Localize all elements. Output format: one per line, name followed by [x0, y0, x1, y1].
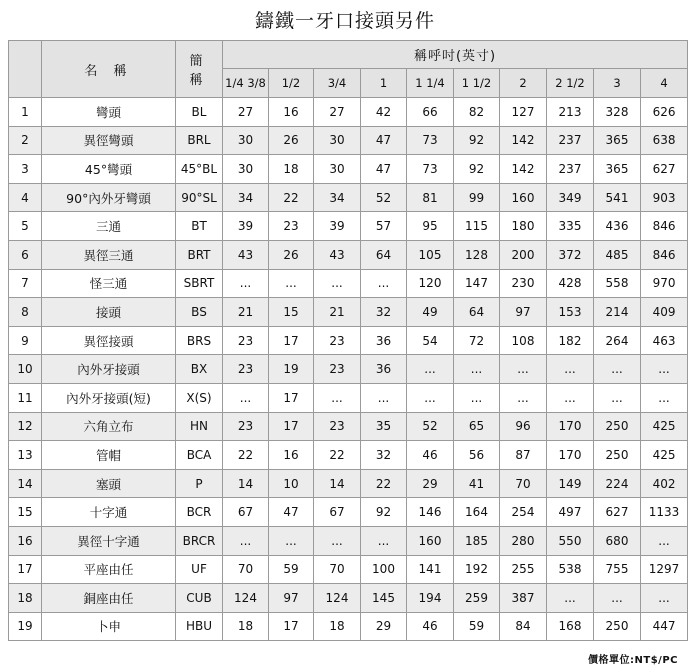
row-code: BL: [176, 98, 223, 127]
price-cell: 52: [361, 183, 407, 212]
row-number: 11: [9, 383, 42, 412]
row-number: 5: [9, 212, 42, 241]
price-cell: 59: [269, 555, 314, 584]
price-cell: 463: [641, 326, 688, 355]
table-row: [9, 383, 688, 412]
price-cell: 64: [361, 240, 407, 269]
price-cell: 425: [641, 412, 688, 441]
price-cell: 59: [454, 612, 500, 641]
price-cell: 15: [269, 298, 314, 327]
price-cell: 365: [594, 155, 641, 184]
price-cell: 30: [314, 155, 361, 184]
row-name: 平座由任: [42, 555, 176, 584]
price-cell: 108: [500, 326, 547, 355]
price-cell: 192: [454, 555, 500, 584]
price-cell: 146: [407, 498, 454, 527]
price-cell: 428: [547, 269, 594, 298]
price-cell: 846: [641, 240, 688, 269]
price-cell: 17: [269, 412, 314, 441]
price-cell: 92: [361, 498, 407, 527]
price-cell: ...: [641, 383, 688, 412]
price-cell: 27: [314, 98, 361, 127]
row-code: BX: [176, 355, 223, 384]
price-cell: 230: [500, 269, 547, 298]
row-name: 十字通: [42, 498, 176, 527]
row-code: UF: [176, 555, 223, 584]
price-cell: ...: [641, 526, 688, 555]
row-name: 六角立布: [42, 412, 176, 441]
price-unit-note: 價格單位:NT$/PC: [588, 655, 678, 666]
price-cell: 23: [314, 355, 361, 384]
price-cell: 124: [223, 584, 269, 613]
row-name: 異徑十字通: [42, 526, 176, 555]
price-cell: 170: [547, 441, 594, 470]
price-cell: 970: [641, 269, 688, 298]
price-cell: 349: [547, 183, 594, 212]
row-number: 4: [9, 183, 42, 212]
table-row: [9, 269, 688, 298]
price-cell: ...: [407, 355, 454, 384]
price-cell: 846: [641, 212, 688, 241]
price-cell: 43: [314, 240, 361, 269]
price-cell: 120: [407, 269, 454, 298]
row-number: 14: [9, 469, 42, 498]
row-number: 13: [9, 441, 42, 470]
price-cell: 67: [314, 498, 361, 527]
row-name: 三通: [42, 212, 176, 241]
price-cell: 43: [223, 240, 269, 269]
table-row: [9, 498, 688, 527]
price-cell: 30: [223, 155, 269, 184]
price-cell: 335: [547, 212, 594, 241]
row-name: 怪三通: [42, 269, 176, 298]
price-cell: 97: [500, 298, 547, 327]
price-cell: ...: [594, 584, 641, 613]
price-cell: 54: [407, 326, 454, 355]
price-cell: 237: [547, 126, 594, 155]
row-number: 7: [9, 269, 42, 298]
price-cell: ...: [269, 526, 314, 555]
price-cell: 21: [314, 298, 361, 327]
price-cell: 46: [407, 441, 454, 470]
table-row: [9, 212, 688, 241]
price-cell: 409: [641, 298, 688, 327]
price-cell: 160: [500, 183, 547, 212]
price-cell: 26: [269, 126, 314, 155]
price-cell: 250: [594, 612, 641, 641]
price-cell: 153: [547, 298, 594, 327]
row-name: 管帽: [42, 441, 176, 470]
price-cell: 73: [407, 155, 454, 184]
price-cell: 170: [547, 412, 594, 441]
header-size: 1/2: [269, 69, 314, 98]
price-cell: 56: [454, 441, 500, 470]
row-number: 6: [9, 240, 42, 269]
price-cell: 47: [361, 155, 407, 184]
price-cell: ...: [454, 355, 500, 384]
price-cell: 1133: [641, 498, 688, 527]
table-row: [9, 126, 688, 155]
row-number: 16: [9, 526, 42, 555]
price-cell: 142: [500, 126, 547, 155]
price-cell: 627: [594, 498, 641, 527]
price-cell: 70: [314, 555, 361, 584]
row-number: 17: [9, 555, 42, 584]
price-cell: 32: [361, 298, 407, 327]
row-name: 彎頭: [42, 98, 176, 127]
price-cell: 64: [454, 298, 500, 327]
price-cell: 626: [641, 98, 688, 127]
price-cell: ...: [361, 526, 407, 555]
price-cell: 29: [407, 469, 454, 498]
price-cell: 280: [500, 526, 547, 555]
price-cell: 29: [361, 612, 407, 641]
price-cell: 23: [314, 412, 361, 441]
row-name: 異徑三通: [42, 240, 176, 269]
price-cell: 30: [314, 126, 361, 155]
price-cell: 627: [641, 155, 688, 184]
price-cell: ...: [454, 383, 500, 412]
price-cell: 447: [641, 612, 688, 641]
price-cell: 87: [500, 441, 547, 470]
row-number: 15: [9, 498, 42, 527]
price-cell: 903: [641, 183, 688, 212]
price-cell: 18: [223, 612, 269, 641]
price-cell: 26: [269, 240, 314, 269]
price-cell: 141: [407, 555, 454, 584]
price-cell: 127: [500, 98, 547, 127]
price-cell: 328: [594, 98, 641, 127]
price-cell: 36: [361, 355, 407, 384]
price-cell: 147: [454, 269, 500, 298]
price-cell: 27: [223, 98, 269, 127]
price-cell: ...: [361, 269, 407, 298]
price-cell: 497: [547, 498, 594, 527]
price-cell: 160: [407, 526, 454, 555]
price-cell: 66: [407, 98, 454, 127]
price-cell: 22: [269, 183, 314, 212]
row-code: CUB: [176, 584, 223, 613]
header-size: 3: [594, 69, 641, 98]
price-cell: 47: [361, 126, 407, 155]
price-cell: 124: [314, 584, 361, 613]
price-cell: ...: [594, 383, 641, 412]
price-cell: 254: [500, 498, 547, 527]
price-cell: 105: [407, 240, 454, 269]
price-cell: ...: [500, 383, 547, 412]
price-cell: 16: [269, 98, 314, 127]
price-cell: 81: [407, 183, 454, 212]
price-cell: ...: [314, 383, 361, 412]
row-number: 18: [9, 584, 42, 613]
price-cell: ...: [547, 355, 594, 384]
price-cell: 23: [223, 326, 269, 355]
price-cell: 115: [454, 212, 500, 241]
price-cell: 128: [454, 240, 500, 269]
price-cell: 84: [500, 612, 547, 641]
price-cell: 23: [314, 326, 361, 355]
price-cell: 92: [454, 155, 500, 184]
price-cell: 387: [500, 584, 547, 613]
price-cell: 97: [269, 584, 314, 613]
row-number: 3: [9, 155, 42, 184]
price-cell: 541: [594, 183, 641, 212]
header-code: 簡 稱: [176, 41, 223, 98]
header-size: 1: [361, 69, 407, 98]
row-code: P: [176, 469, 223, 498]
price-cell: 425: [641, 441, 688, 470]
price-cell: 100: [361, 555, 407, 584]
price-cell: 36: [361, 326, 407, 355]
table-header: [9, 41, 688, 98]
price-cell: 18: [269, 155, 314, 184]
price-cell: 70: [223, 555, 269, 584]
row-name: 45°彎頭: [42, 155, 176, 184]
price-cell: 32: [361, 441, 407, 470]
row-code: 45°BL: [176, 155, 223, 184]
price-cell: ...: [223, 526, 269, 555]
table-row: [9, 98, 688, 127]
row-name: 接頭: [42, 298, 176, 327]
price-cell: ...: [269, 269, 314, 298]
header-number-cell: [9, 41, 42, 98]
row-code: BRCR: [176, 526, 223, 555]
price-cell: 47: [269, 498, 314, 527]
row-name: 塞頭: [42, 469, 176, 498]
price-cell: 214: [594, 298, 641, 327]
price-cell: 14: [223, 469, 269, 498]
page-title: 鑄鐵一牙口接頭另件: [254, 10, 435, 32]
row-name: 銅座由任: [42, 584, 176, 613]
price-cell: ...: [223, 383, 269, 412]
price-cell: 30: [223, 126, 269, 155]
price-cell: ...: [361, 383, 407, 412]
header-size: 1 1/4: [407, 69, 454, 98]
row-number: 19: [9, 612, 42, 641]
table-row: [9, 469, 688, 498]
price-cell: 180: [500, 212, 547, 241]
table-row: [9, 526, 688, 555]
price-cell: 82: [454, 98, 500, 127]
row-number: 9: [9, 326, 42, 355]
row-code: BCA: [176, 441, 223, 470]
price-cell: 372: [547, 240, 594, 269]
price-cell: 18: [314, 612, 361, 641]
price-cell: 436: [594, 212, 641, 241]
price-cell: ...: [407, 383, 454, 412]
price-cell: 16: [269, 441, 314, 470]
price-cell: ...: [223, 269, 269, 298]
price-cell: ...: [547, 383, 594, 412]
header-size: 3/4: [314, 69, 361, 98]
price-cell: 22: [361, 469, 407, 498]
header-size: 1/4 3/8: [223, 69, 269, 98]
price-cell: 755: [594, 555, 641, 584]
row-code: BRL: [176, 126, 223, 155]
price-cell: 200: [500, 240, 547, 269]
price-cell: 250: [594, 441, 641, 470]
row-name: 異徑彎頭: [42, 126, 176, 155]
price-cell: 185: [454, 526, 500, 555]
price-cell: 1297: [641, 555, 688, 584]
price-cell: 237: [547, 155, 594, 184]
price-cell: 17: [269, 326, 314, 355]
price-cell: 168: [547, 612, 594, 641]
price-cell: 14: [314, 469, 361, 498]
price-cell: 67: [223, 498, 269, 527]
price-cell: 145: [361, 584, 407, 613]
price-cell: 65: [454, 412, 500, 441]
table-row: [9, 326, 688, 355]
price-cell: 99: [454, 183, 500, 212]
header-size: 4: [641, 69, 688, 98]
price-cell: 22: [314, 441, 361, 470]
row-code: 90°SL: [176, 183, 223, 212]
price-cell: ...: [500, 355, 547, 384]
price-cell: 17: [269, 612, 314, 641]
price-cell: 39: [314, 212, 361, 241]
row-number: 1: [9, 98, 42, 127]
price-cell: 19: [269, 355, 314, 384]
price-cell: 10: [269, 469, 314, 498]
price-cell: 41: [454, 469, 500, 498]
header-size: 2 1/2: [547, 69, 594, 98]
price-cell: ...: [641, 355, 688, 384]
row-code: SBRT: [176, 269, 223, 298]
row-code: HN: [176, 412, 223, 441]
row-code: HBU: [176, 612, 223, 641]
table-row: [9, 355, 688, 384]
header-size-group: 稱呼吋(英寸): [223, 41, 688, 69]
price-cell: 42: [361, 98, 407, 127]
price-cell: ...: [594, 355, 641, 384]
row-number: 10: [9, 355, 42, 384]
table-row: [9, 584, 688, 613]
price-cell: 558: [594, 269, 641, 298]
price-cell: 365: [594, 126, 641, 155]
price-cell: 73: [407, 126, 454, 155]
price-cell: 485: [594, 240, 641, 269]
price-cell: 21: [223, 298, 269, 327]
price-cell: 72: [454, 326, 500, 355]
price-cell: 52: [407, 412, 454, 441]
table-row: [9, 155, 688, 184]
price-cell: 255: [500, 555, 547, 584]
price-cell: 22: [223, 441, 269, 470]
row-code: BCR: [176, 498, 223, 527]
price-cell: 250: [594, 412, 641, 441]
price-cell: 538: [547, 555, 594, 584]
header-size: 1 1/2: [454, 69, 500, 98]
price-cell: 57: [361, 212, 407, 241]
price-cell: 70: [500, 469, 547, 498]
row-number: 12: [9, 412, 42, 441]
table-row: [9, 183, 688, 212]
table-row: [9, 555, 688, 584]
price-cell: 46: [407, 612, 454, 641]
row-number: 2: [9, 126, 42, 155]
row-code: BS: [176, 298, 223, 327]
row-code: BRT: [176, 240, 223, 269]
table-row: [9, 441, 688, 470]
price-cell: 402: [641, 469, 688, 498]
price-cell: 680: [594, 526, 641, 555]
row-number: 8: [9, 298, 42, 327]
price-cell: 23: [223, 355, 269, 384]
header-name: 名 稱: [42, 41, 176, 98]
row-name: 卜申: [42, 612, 176, 641]
table-row: [9, 298, 688, 327]
price-cell: ...: [547, 584, 594, 613]
price-cell: 194: [407, 584, 454, 613]
row-name: 內外牙接頭(短): [42, 383, 176, 412]
header-size: 2: [500, 69, 547, 98]
price-cell: 49: [407, 298, 454, 327]
price-cell: 23: [223, 412, 269, 441]
price-cell: 35: [361, 412, 407, 441]
price-cell: 96: [500, 412, 547, 441]
table-row: [9, 612, 688, 641]
row-name: 90°內外牙彎頭: [42, 183, 176, 212]
price-cell: 213: [547, 98, 594, 127]
price-cell: ...: [314, 526, 361, 555]
table-body: [9, 98, 688, 641]
row-name: 異徑接頭: [42, 326, 176, 355]
price-cell: 182: [547, 326, 594, 355]
price-cell: 34: [314, 183, 361, 212]
price-cell: 638: [641, 126, 688, 155]
table-row: [9, 412, 688, 441]
price-cell: 92: [454, 126, 500, 155]
price-cell: 259: [454, 584, 500, 613]
price-cell: 149: [547, 469, 594, 498]
price-cell: 264: [594, 326, 641, 355]
price-cell: 224: [594, 469, 641, 498]
price-cell: 550: [547, 526, 594, 555]
price-cell: 39: [223, 212, 269, 241]
price-cell: 17: [269, 383, 314, 412]
price-cell: 23: [269, 212, 314, 241]
row-code: BRS: [176, 326, 223, 355]
table-row: [9, 240, 688, 269]
price-cell: 95: [407, 212, 454, 241]
price-cell: ...: [641, 584, 688, 613]
row-code: BT: [176, 212, 223, 241]
price-cell: 34: [223, 183, 269, 212]
price-cell: 164: [454, 498, 500, 527]
price-cell: 142: [500, 155, 547, 184]
price-cell: ...: [314, 269, 361, 298]
row-name: 內外牙接頭: [42, 355, 176, 384]
price-table: [8, 40, 688, 641]
row-code: X(S): [176, 383, 223, 412]
